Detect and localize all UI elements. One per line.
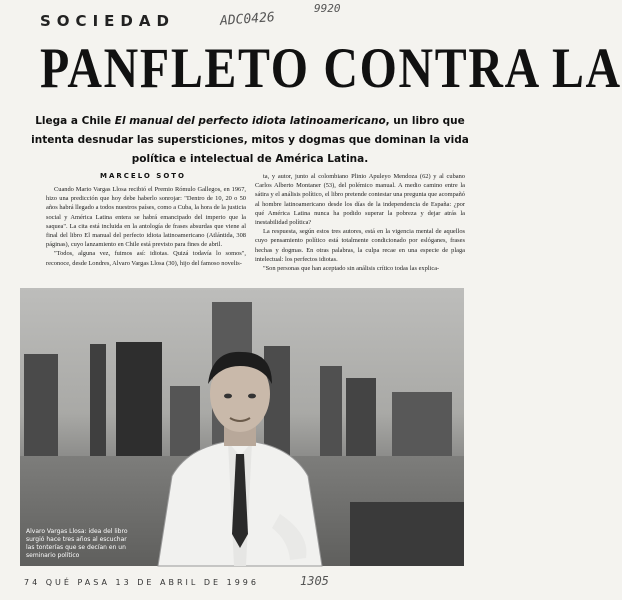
section-label: SOCIEDAD bbox=[40, 12, 175, 30]
dek-book-title: El manual del perfecto idiota latinoamericano bbox=[114, 115, 386, 127]
dek bbox=[30, 112, 470, 169]
dek-post: , un libro que intenta desnudar las supersticiones, mitos y dogmas que dominan la vida política e intelectual de América Latina. bbox=[31, 115, 469, 165]
page-footer: 74 QUÉ PASA 13 DE ABRIL DE 1996 bbox=[24, 578, 259, 587]
photo-caption: Alvaro Vargas Llosa: idea del libro surgió hace tres años al escuchar las tonterías que se decían en un seminario político bbox=[26, 528, 128, 559]
skyline-building bbox=[90, 344, 106, 456]
portrait-figure bbox=[150, 344, 330, 566]
headline: PANFLETO CONTRA LA bbox=[40, 37, 622, 100]
right-column bbox=[255, 172, 465, 273]
paragraph: "Todos, alguna vez, fuimos así: idiotas. Quizá todavía lo somos", reconoce, desde Londres, Alvaro Vargas Llosa (30), hijo del famoso novelis- bbox=[46, 250, 246, 267]
left-column bbox=[46, 185, 246, 268]
skyline-building bbox=[346, 378, 376, 456]
skyline-building bbox=[24, 354, 58, 456]
dek-pre: Llega a Chile bbox=[35, 115, 115, 127]
paragraph: ta, y autor, junto al colombiano Plinio Apuleyo Mendoza (62) y al cubano Carlos Alberto Montaner (53), del polémico manual. A medio camino entre la sátira y el análisis político, el libro pretende contestar una pregunta que acompañó al hombre latinoamericano desde los días de la independencia de España: ¿por qué América Latina nunca ha podido superar la pobreza y dejar atrás la inestabilidad política? bbox=[255, 173, 465, 227]
paragraph: Cuando Mario Vargas Llosa recibió el Premio Rómulo Gallegos, en 1967, hizo una predicción que hoy debe haberlo sonrojar: "Dentro de 10, 20 o 50 años habrá llegado a todos nuestros países, como a Cuba, la hora de la justicia social y América Latina entera se habrá emancipado del imperio que la saquea". La cita está incluida en la antología de frases absurdas que viene al final del libro El manual del perfecto idiota latinoamericano (Atlántida, 308 páginas), cuyo lanzamiento en Chile está previsto para fines de abril. bbox=[46, 186, 246, 249]
skyline-building bbox=[392, 392, 452, 456]
handwritten-number: 9920 bbox=[314, 2, 341, 15]
handwritten-footer-mark: 1305 bbox=[300, 574, 329, 588]
paragraph: "Son personas que han aceptado sin análisis crítico todas las explica- bbox=[263, 265, 440, 273]
paragraph: La respuesta, según estos tres autores, está en la vigencia mental de aquellos cuyo pensamiento político está totalmente condicionado por eslóganes, frases hechas y dogmas. En otras palabras, la culpa recae en una especie de plaga intelectual: los perfectos idiotas. bbox=[255, 228, 465, 263]
byline: MARCELO SOTO bbox=[100, 172, 187, 180]
article-photo bbox=[20, 288, 464, 566]
foreground-greenery bbox=[350, 502, 464, 566]
handwritten-code: ADC0426 bbox=[219, 10, 276, 29]
